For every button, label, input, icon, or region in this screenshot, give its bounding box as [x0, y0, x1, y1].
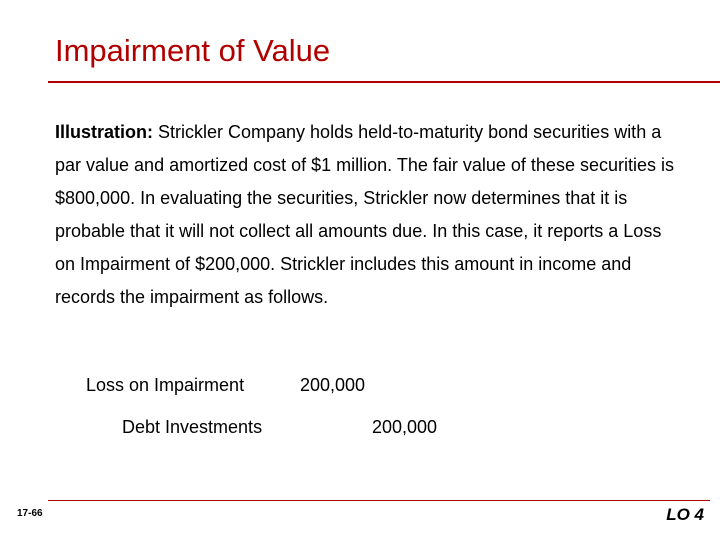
slide-number: 17-66: [17, 508, 43, 519]
learning-objective: LO 4: [666, 505, 704, 524]
illustration-label: Illustration:: [55, 122, 153, 142]
footer-divider: [48, 500, 710, 501]
credit-amount: 200,000: [372, 417, 438, 437]
debit-account: Loss on Impairment: [86, 375, 245, 395]
title-divider: [48, 81, 720, 83]
debit-amount: 200,000: [300, 375, 366, 395]
illustration-paragraph: [55, 116, 675, 314]
illustration-text: Strickler Company holds held-to-maturity bond securities with a par value and amortized cost of $1 million. The fair value of these securities is $800,000. In evaluating the securities, Strickler now determines that it is probable that it will not collect all amounts due. In this case, it reports a Loss on Impairment of $200,000. Strickler includes this amount in income and records the impairment as follows.: [55, 122, 674, 307]
slide-title: Impairment of Value: [55, 33, 331, 68]
credit-account: Debt Investments: [122, 417, 263, 437]
